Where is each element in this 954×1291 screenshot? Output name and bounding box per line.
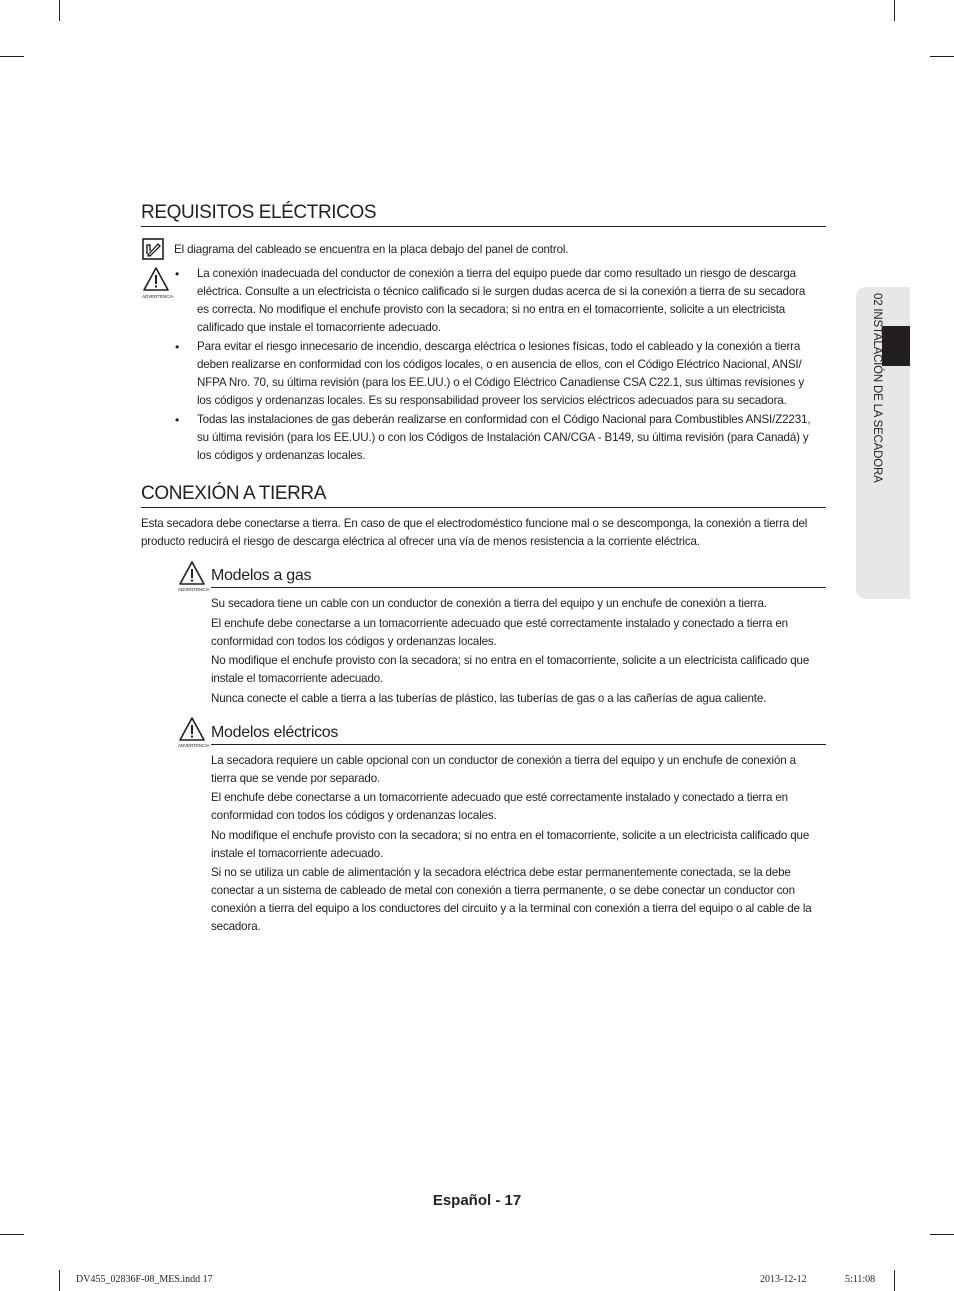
- warning-label: ADVERTENCIA: [178, 743, 210, 748]
- bullet-marker: •: [175, 267, 180, 281]
- warning-label: ADVERTENCIA: [178, 587, 210, 592]
- section-title-grounding: CONEXIÓN A TIERRA: [141, 483, 826, 508]
- bullet-1-line-3: es correcta. No modifique el enchufe provisto con la secadora; si no entra en el tomacorriente, solicite a un electricista: [197, 303, 786, 316]
- grounding-intro-line-1: Esta secadora debe conectarse a tierra. En caso de que el electrodoméstico funcione mal o se descomponga, la conexión a tierra del: [141, 517, 808, 530]
- crop-mark: [930, 56, 954, 57]
- crop-mark: [894, 1270, 895, 1291]
- bullet-3-line-1: Todas las instalaciones de gas deberán realizarse en conformidad con el Código Nacional para Combustibles ANSI/Z2231,: [197, 413, 811, 426]
- warning-label: ADVERTENCIA: [142, 294, 174, 299]
- subsection-title-gas: Modelos a gas: [211, 567, 826, 588]
- crop-mark: [59, 0, 60, 21]
- bullet-2-line-1: Para evitar el riesgo innecesario de incendio, descarga eléctrica o lesiones físicas, todo el cableado y la conexión a tierra: [197, 340, 801, 353]
- note-text: El diagrama del cableado se encuentra en la placa debajo del panel de control.: [174, 243, 569, 256]
- crop-mark: [0, 1234, 24, 1235]
- crop-mark: [0, 56, 24, 57]
- electric-line-10: secadora.: [211, 920, 261, 933]
- warning-icon: [179, 717, 205, 741]
- electric-line-3: El enchufe debe conectarse a un tomacorriente adecuado que esté correctamente instalado y conectado a tierra en: [211, 791, 788, 804]
- crop-mark: [894, 0, 895, 21]
- gas-line-4: No modifique el enchufe provisto con la secadora; si no entra en el tomacorriente, solicite a un electricista calificado que: [211, 654, 810, 667]
- electric-line-2: tierra que se vende por separado.: [211, 772, 381, 785]
- electric-line-7: Si no se utiliza un cable de alimentación y la secadora eléctrica debe estar permanentemente conectada, se la debe: [211, 866, 791, 879]
- bullet-3-line-2: su última revisión (para los EE.UU.) o con los Códigos de Instalación CAN/CGA - B149, su última revisión (para Canadá) y: [197, 431, 809, 444]
- slug-time: 5:11:08: [845, 1274, 876, 1285]
- electric-line-4: conformidad con todos los códigos y ordenanzas locales.: [211, 809, 497, 822]
- bullet-marker: •: [175, 340, 180, 354]
- bullet-2-line-2: deben realizarse en conformidad con los códigos locales, o en ausencia de ellos, con el Código Eléctrico Nacional, ANSI/: [197, 358, 802, 371]
- bullet-marker: •: [175, 413, 180, 427]
- bullet-1-line-1: La conexión inadecuada del conductor de conexión a tierra del equipo puede dar como resultado un riesgo de descarga: [197, 267, 796, 280]
- bullet-1-line-4: calificado que instale el tomacorriente adecuado.: [197, 321, 442, 334]
- gas-line-2: El enchufe debe conectarse a un tomacorriente adecuado que esté correctamente instalado y conectado a tierra en: [211, 617, 788, 630]
- warning-icon: [179, 561, 205, 585]
- gas-line-6: Nunca conecte el cable a tierra a las tuberías de plástico, las tuberías de gas o a las cañerías de agua caliente.: [211, 692, 767, 705]
- electric-line-9: conexión a tierra del equipo a los conductores del circuito y a la terminal con conexión a tierra del equipo o al cable de la: [211, 902, 812, 915]
- section-title-electrical: REQUISITOS ELÉCTRICOS: [141, 202, 826, 227]
- electric-line-6: instale el tomacorriente adecuado.: [211, 847, 384, 860]
- chapter-side-label: 02 INSTALACIÓN DE LA SECADORA: [871, 293, 883, 483]
- page-number: Español - 17: [432, 1192, 522, 1209]
- electric-line-8: conectar a un sistema de cableado de metal con conexión a tierra permanente, o se debe conectar un conductor con: [211, 884, 795, 897]
- slug-date: 2013-12-12: [760, 1274, 807, 1285]
- chapter-marker-block: [882, 326, 910, 366]
- gas-line-1: Su secadora tiene un cable con un conductor de conexión a tierra del equipo y un enchufe de conexión a tierra.: [211, 597, 767, 610]
- subsection-title-electric: Modelos eléctricos: [211, 724, 826, 745]
- bullet-2-line-3: NFPA Nro. 70, su última revisión (para los EE.UU.) o el Código Eléctrico Canadiense CSA C22.1, sus últimas revisiones y: [197, 376, 804, 389]
- slug-filename: DV455_02836F-08_MES.indd 17: [76, 1274, 213, 1285]
- electric-line-5: No modifique el enchufe provisto con la secadora; si no entra en el tomacorriente, solicite a un electricista calificado que: [211, 829, 810, 842]
- gas-line-3: conformidad con todos los códigos y ordenanzas locales.: [211, 635, 497, 648]
- bullet-2-line-4: los códigos y ordenanzas locales. Es su responsabilidad proveer los servicios eléctricos adecuados para su secadora.: [197, 394, 787, 407]
- note-icon: [142, 238, 164, 260]
- crop-mark: [59, 1270, 60, 1291]
- bullet-3-line-3: los códigos y ordenanzas locales.: [197, 449, 366, 462]
- crop-mark: [930, 1234, 954, 1235]
- bullet-1-line-2: eléctrica. Consulte a un electricista o técnico calificado si le surgen dudas acerca de si la conexión a tierra de su secadora: [197, 285, 806, 298]
- grounding-intro-line-2: producto reducirá el riesgo de descarga eléctrica al ofrecer una vía de menos resistencia a la corriente eléctrica.: [141, 535, 700, 548]
- warning-icon: [143, 267, 169, 291]
- electric-line-1: La secadora requiere un cable opcional con un conductor de conexión a tierra del equipo y un enchufe de conexión a: [211, 754, 796, 767]
- gas-line-5: instale el tomacorriente adecuado.: [211, 672, 384, 685]
